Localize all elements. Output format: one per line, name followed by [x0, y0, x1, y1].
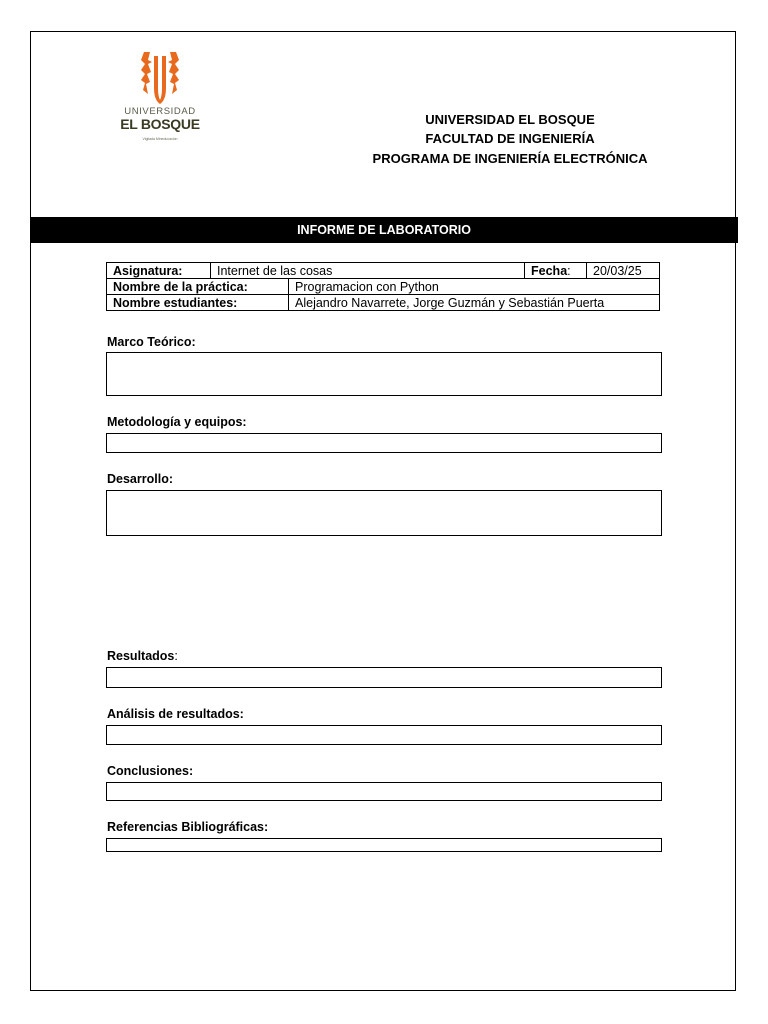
asignatura-value: Internet de las cosas [211, 263, 525, 279]
conclusiones-label: Conclusiones: [107, 764, 194, 778]
desarrollo-box[interactable] [106, 490, 662, 536]
conclusiones-box[interactable] [106, 782, 662, 801]
header-faculty: FACULTAD DE INGENIERÍA [425, 131, 595, 146]
metodologia-box[interactable] [106, 433, 662, 453]
report-title-band: INFORME DE LABORATORIO [30, 217, 738, 243]
logo-university-name: EL BOSQUE [120, 116, 200, 132]
header-program: PROGRAMA DE INGENIERÍA ELECTRÓNICA [372, 151, 648, 166]
analisis-label: Análisis de resultados: [107, 707, 244, 721]
resultados-text: Resultados [107, 649, 175, 663]
table-row [107, 279, 660, 295]
resultados-box[interactable] [106, 667, 662, 688]
table-row [107, 295, 660, 311]
university-logo [110, 50, 210, 150]
desarrollo-label: Desarrollo: [107, 472, 173, 486]
referencias-box[interactable] [106, 838, 662, 852]
fecha-colon: : [567, 263, 571, 278]
estudiantes-value: Alejandro Navarrete, Jorge Guzmán y Sebastián Puerta [289, 295, 660, 311]
analisis-box[interactable] [106, 725, 662, 745]
fecha-label: Fecha [531, 263, 568, 278]
asignatura-label: Asignatura: [107, 263, 211, 279]
resultados-colon: : [174, 649, 178, 663]
marco-teorico-box[interactable] [106, 352, 662, 396]
crest-icon [136, 50, 184, 106]
referencias-label: Referencias Bibliográficas: [107, 820, 269, 834]
practica-label: Nombre de la práctica: [107, 279, 289, 295]
resultados-label [107, 649, 178, 663]
fecha-cell [525, 263, 587, 279]
marco-teorico-label: Marco Teórico: [107, 335, 196, 349]
table-row [107, 263, 660, 279]
practica-value: Programacion con Python [289, 279, 660, 295]
logo-university-small: UNIVERSIDAD [124, 106, 196, 117]
logo-motto: Vigilada Mineducación [142, 137, 178, 141]
info-table [106, 262, 660, 311]
estudiantes-label: Nombre estudiantes: [107, 295, 289, 311]
header-university: UNIVERSIDAD EL BOSQUE [425, 112, 595, 127]
metodologia-label: Metodología y equipos: [107, 415, 247, 429]
fecha-value: 20/03/25 [587, 263, 660, 279]
